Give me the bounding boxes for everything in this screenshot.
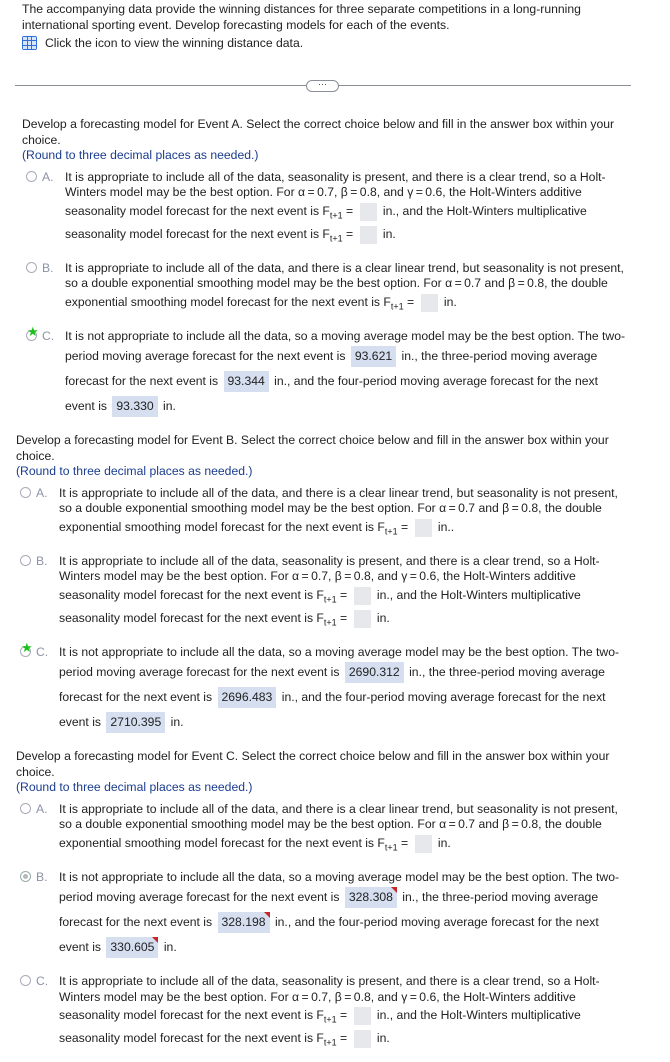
choice-text-segment: in., and the Holt-Winters multiplicative seasonality model forecast for the next event is F bbox=[65, 203, 587, 241]
answer-box[interactable]: 328.308 bbox=[345, 887, 397, 908]
choice-text-segment: in., and the Holt-Winters multiplicative seasonality model forecast for the next event is F bbox=[59, 587, 581, 626]
answer-box[interactable]: 2710.395 bbox=[106, 712, 165, 733]
subscript: t+1 bbox=[329, 233, 343, 244]
choice-text-segment: = bbox=[403, 295, 418, 310]
choice-text-segment: in., and the four-period moving average forecast for the next event is bbox=[65, 374, 598, 414]
answer-input[interactable] bbox=[360, 203, 377, 221]
choice-letter: B. bbox=[42, 260, 54, 275]
choice-text-segment: It is not appropriate to include all the data, so a moving average model may be the best option. The two-period moving average forecast for the next event is bbox=[59, 644, 620, 680]
data-link[interactable] bbox=[22, 35, 642, 51]
answer-input[interactable] bbox=[354, 1030, 371, 1048]
round-note: (Round to three decimal places as needed.) bbox=[16, 464, 253, 478]
choice-text bbox=[65, 261, 628, 315]
radio-button[interactable] bbox=[20, 803, 31, 814]
choice-b[interactable] bbox=[16, 870, 622, 961]
choice-text bbox=[65, 170, 628, 247]
choice-b[interactable] bbox=[16, 554, 622, 631]
answer-box[interactable]: 93.330 bbox=[112, 396, 157, 417]
answer-input[interactable] bbox=[354, 1007, 371, 1025]
choice-text-segment: in., and the Holt-Winters multiplicative seasonality model forecast for the next event is F bbox=[59, 1008, 581, 1046]
choice-text-segment: = bbox=[397, 519, 412, 534]
choice-c[interactable] bbox=[16, 639, 622, 736]
answer-input[interactable] bbox=[360, 226, 377, 244]
choice-letter: A. bbox=[36, 801, 48, 816]
event-a-section bbox=[22, 117, 628, 419]
choice-text-segment: = bbox=[342, 203, 357, 218]
round-note: (Round to three decimal places as needed.) bbox=[22, 148, 259, 162]
answer-box[interactable]: 93.344 bbox=[224, 371, 269, 392]
radio-button[interactable] bbox=[20, 871, 31, 882]
expand-more-button[interactable]: ··· bbox=[306, 80, 339, 92]
answer-box[interactable]: 2696.483 bbox=[218, 687, 277, 708]
data-link-text[interactable]: Click the icon to view the winning distance data. bbox=[45, 36, 304, 50]
choice-text-segment: in. bbox=[440, 295, 457, 310]
subscript: t+1 bbox=[323, 1014, 337, 1025]
choice-text-segment: It is appropriate to include all of the data, seasonality is present, and there is a clear trend, so a Holt-Winters model may be the best option. For α = 0.7, β = 0.8, and γ = 0.6, the Holt-Winters additive seasonality model forecast for the next event is F bbox=[59, 553, 600, 602]
choice-text bbox=[65, 329, 628, 420]
table-grid-icon[interactable] bbox=[22, 36, 37, 50]
answer-box[interactable]: 2690.312 bbox=[345, 662, 404, 683]
subscript: t+1 bbox=[384, 526, 398, 537]
choice-text-segment: It is not appropriate to include all the data, so a moving average model may be the best option. The two-period moving average forecast for the next event is bbox=[59, 869, 620, 905]
radio-button[interactable] bbox=[26, 262, 37, 273]
intro bbox=[22, 1, 642, 51]
choice-a[interactable] bbox=[16, 802, 622, 856]
choice-text-segment: in. bbox=[379, 226, 396, 241]
choice-c[interactable] bbox=[16, 974, 622, 1051]
choice-text-segment: = bbox=[336, 587, 351, 602]
choice-letter: B. bbox=[36, 553, 48, 568]
choice-text-segment: in., and the four-period moving average forecast for the next event is bbox=[59, 915, 599, 955]
subscript: t+1 bbox=[323, 594, 337, 605]
choice-text-segment: It is appropriate to include all of the data, seasonality is present, and there is a clear trend, so a Holt-Winters model may be the best option. For α = 0.7, β = 0.8, and γ = 0.6, the Holt-Winters additive seasonality model forecast for the next event is F bbox=[65, 169, 606, 218]
answer-input[interactable] bbox=[415, 519, 432, 537]
choice-text-segment: = bbox=[336, 1031, 351, 1046]
choice-text-segment: in.. bbox=[434, 519, 455, 534]
choice-text-segment: = bbox=[397, 835, 412, 850]
choice-text bbox=[59, 974, 622, 1051]
choice-text-segment: in. bbox=[434, 835, 451, 850]
subscript: t+1 bbox=[384, 842, 398, 853]
choice-text bbox=[59, 554, 622, 631]
choice-text-segment: It is appropriate to include all of the data, and there is a clear linear trend, but seasonality is not present, so a double exponential smoothing model may be the best option. For α = 0.7 and β = 0.8, the double exponential smoothing model forecast for the next event is F bbox=[59, 485, 618, 534]
subscript: t+1 bbox=[390, 301, 404, 312]
choice-letter: C. bbox=[42, 328, 55, 343]
choice-text-segment: in., the three-period moving average forecast for the next event is bbox=[59, 890, 599, 930]
choice-letter: A. bbox=[36, 485, 48, 500]
choice-text bbox=[59, 486, 622, 540]
intro-text: The accompanying data provide the winning distances for three separate competitions in a long-running international sporting event. Develop forecasting models for each of the events. bbox=[22, 2, 581, 32]
choice-text-segment: in. bbox=[167, 715, 184, 730]
choice-text bbox=[59, 802, 622, 856]
radio-button[interactable] bbox=[20, 975, 31, 986]
section-prompt: Develop a forecasting model for Event B. Select the correct choice below and fill in the answer box within your choice. bbox=[16, 433, 609, 463]
choice-text-segment: = bbox=[342, 226, 357, 241]
answer-box[interactable]: 93.621 bbox=[351, 346, 396, 367]
choice-text-segment: in. bbox=[373, 611, 390, 626]
subscript: t+1 bbox=[329, 210, 343, 221]
choice-text-segment: in. bbox=[373, 1031, 390, 1046]
choice-text-segment: = bbox=[336, 1008, 351, 1023]
radio-button[interactable] bbox=[26, 171, 37, 182]
choice-text bbox=[59, 645, 622, 736]
radio-button[interactable] bbox=[20, 487, 31, 498]
choice-text-segment: in., and the four-period moving average forecast for the next event is bbox=[59, 690, 606, 730]
correct-star-icon: ★ bbox=[21, 639, 33, 655]
subscript: t+1 bbox=[323, 1037, 337, 1048]
choice-text-segment: in., the three-period moving average forecast for the next event is bbox=[65, 349, 598, 389]
choice-c[interactable] bbox=[22, 323, 628, 420]
choice-text bbox=[59, 870, 622, 961]
section-prompt: Develop a forecasting model for Event C. Select the correct choice below and fill in the answer box within your choice. bbox=[16, 749, 610, 779]
section-prompt: Develop a forecasting model for Event A. Select the correct choice below and fill in the answer box within your choice. bbox=[22, 117, 615, 147]
choice-letter: C. bbox=[36, 644, 49, 659]
round-note: (Round to three decimal places as needed.) bbox=[16, 780, 253, 794]
answer-box[interactable]: 328.198 bbox=[218, 912, 270, 933]
choice-text-segment: in., the three-period moving average forecast for the next event is bbox=[59, 665, 605, 705]
correct-star-icon: ★ bbox=[27, 323, 39, 339]
choice-letter: C. bbox=[36, 974, 49, 989]
answer-input[interactable] bbox=[415, 835, 432, 853]
subscript: t+1 bbox=[323, 617, 337, 628]
choice-text-segment: in. bbox=[160, 940, 177, 955]
answer-input[interactable] bbox=[354, 587, 371, 605]
choice-a[interactable] bbox=[22, 170, 628, 247]
event-c-section bbox=[16, 749, 622, 1051]
choice-b[interactable] bbox=[22, 261, 628, 315]
choice-text-segment: It is appropriate to include all of the data, and there is a clear linear trend, but seasonality is not present, so a double exponential smoothing model may be the best option. For α = 0.7 and β = 0.8, the double exponential smoothing model forecast for the next event is F bbox=[65, 260, 624, 310]
choice-text-segment: = bbox=[336, 611, 351, 626]
choice-letter: B. bbox=[36, 869, 48, 884]
choice-text-segment: It is appropriate to include all of the data, and there is a clear linear trend, but seasonality is not present, so a double exponential smoothing model may be the best option. For α = 0.7 and β = 0.8, the double exponential smoothing model forecast for the next event is F bbox=[59, 801, 618, 850]
choice-text-segment: It is appropriate to include all of the data, seasonality is present, and there is a clear trend, so a Holt-Winters model may be the best option. For α = 0.7, β = 0.8, and γ = 0.6, the Holt-Winters additive seasonality model forecast for the next event is F bbox=[59, 974, 600, 1023]
choice-a[interactable] bbox=[16, 486, 622, 540]
answer-input[interactable] bbox=[421, 294, 438, 312]
choice-text-segment: It is not appropriate to include all the data, so a moving average model may be the best option. The two-period moving average forecast for the next event is bbox=[65, 328, 626, 364]
radio-button[interactable] bbox=[20, 555, 31, 566]
choice-letter: A. bbox=[42, 169, 54, 184]
answer-input[interactable] bbox=[354, 610, 371, 628]
answer-box[interactable]: 330.605 bbox=[106, 937, 158, 958]
event-b-section bbox=[16, 433, 622, 735]
choice-text-segment: in. bbox=[159, 399, 176, 414]
